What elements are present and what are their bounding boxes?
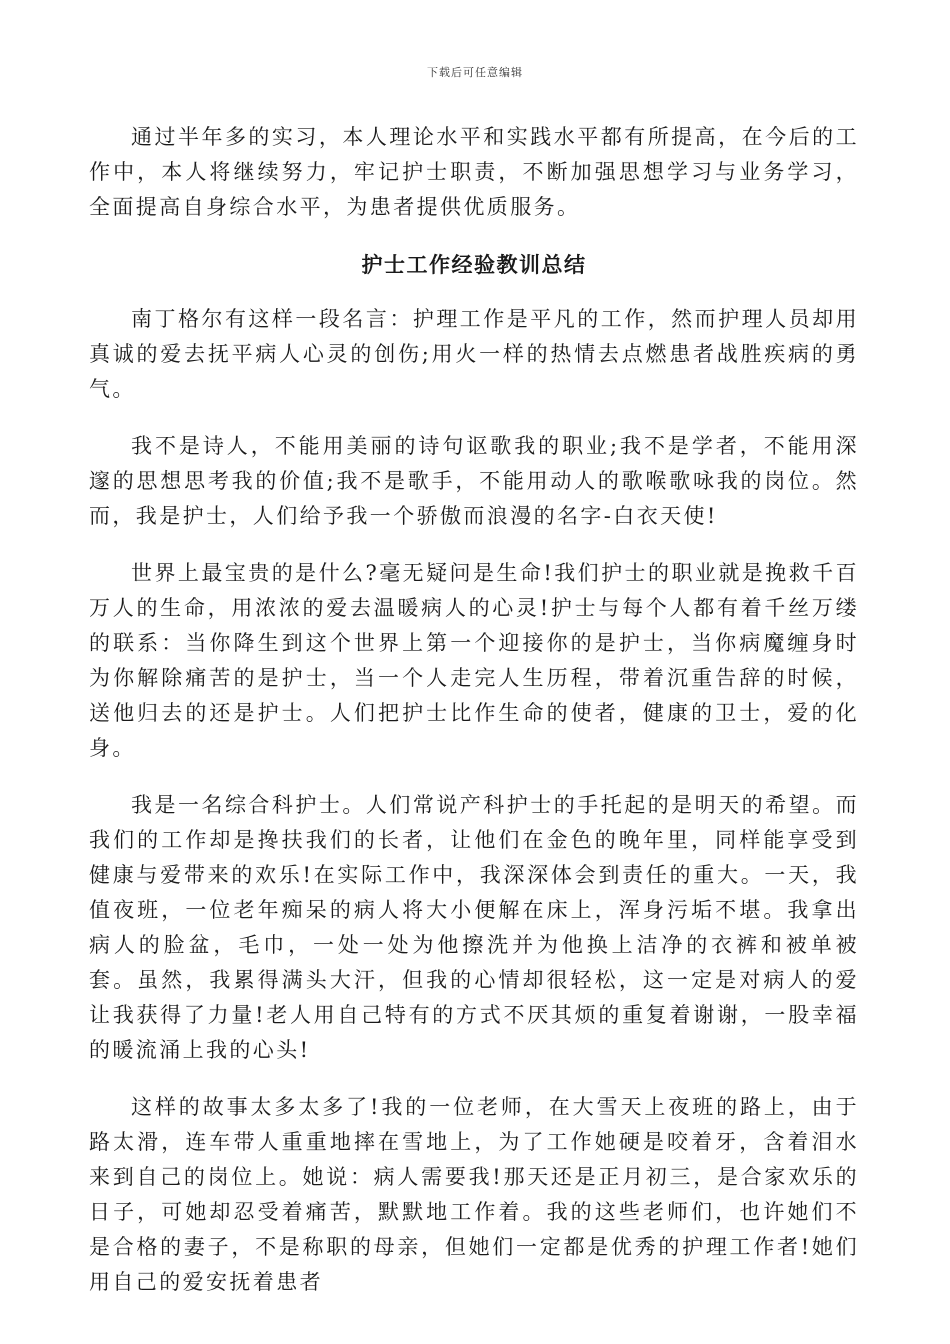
paragraph: 南丁格尔有这样一段名言：护理工作是平凡的工作，然而护理人员却用真诚的爱去抚平病人心灵的创伤;用火一样的热情去点燃患者战胜疾病的勇气。 xyxy=(89,307,859,401)
paragraph: 我不是诗人，不能用美丽的诗句讴歌我的职业;我不是学者，不能用深邃的思想思考我的价值;我不是歌手，不能用动人的歌喉歌咏我的岗位。然而，我是护士，人们给予我一个骄傲而浪漫的名字-白衣天使! xyxy=(89,434,859,528)
paragraph: 世界上最宝贵的是什么?毫无疑问是生命!我们护士的职业就是挽救千百万人的生命，用浓浓的爱去温暖病人的心灵!护士与每个人都有着千丝万缕的联系：当你降生到这个世界上第一个迎接你的是护士，当你病魔缠身时为你解除痛苦的是护士，当一个人走完人生历程，带着沉重告辞的时候，送他归去的还是护士。人们把护士比作生命的使者，健康的卫士，爱的化身。 xyxy=(89,561,859,760)
document-body xyxy=(89,120,859,1322)
intro-paragraph: 通过半年多的实习，本人理论水平和实践水平都有所提高，在今后的工作中，本人将继续努力，牢记护士职责，不断加强思想学习与业务学习，全面提高自身综合水平，为患者提供优质服务。 xyxy=(89,125,859,219)
paragraph: 这样的故事太多太多了!我的一位老师，在大雪天上夜班的路上，由于路太滑，连车带人重重地摔在雪地上，为了工作她硬是咬着牙，含着泪水来到自己的岗位上。她说：病人需要我!那天还是正月初三，是合家欢乐的日子，可她却忍受着痛苦，默默地工作着。我的这些老师们，也许她们不是合格的妻子，不是称职的母亲，但她们一定都是优秀的护理工作者!她们用自己的爱安抚着患者 xyxy=(89,1095,859,1294)
header-note: 下载后可任意编辑 xyxy=(427,66,523,79)
document-title: 护士工作经验教训总结 xyxy=(361,252,587,277)
paragraph: 我是一名综合科护士。人们常说产科护士的手托起的是明天的希望。而我们的工作却是搀扶我们的长者，让他们在金色的晚年里，同样能享受到健康与爱带来的欢乐!在实际工作中，我深深体会到责任的重大。一天，我值夜班，一位老年痴呆的病人将大小便解在床上，浑身污垢不堪。我拿出病人的脸盆，毛巾，一处一处为他擦洗并为他换上洁净的衣裤和被单被套。虽然，我累得满头大汗，但我的心情却很轻松，这一定是对病人的爱让我获得了力量!老人用自己特有的方式不厌其烦的重复着谢谢，一股幸福的暖流涌上我的心头! xyxy=(89,793,859,1062)
